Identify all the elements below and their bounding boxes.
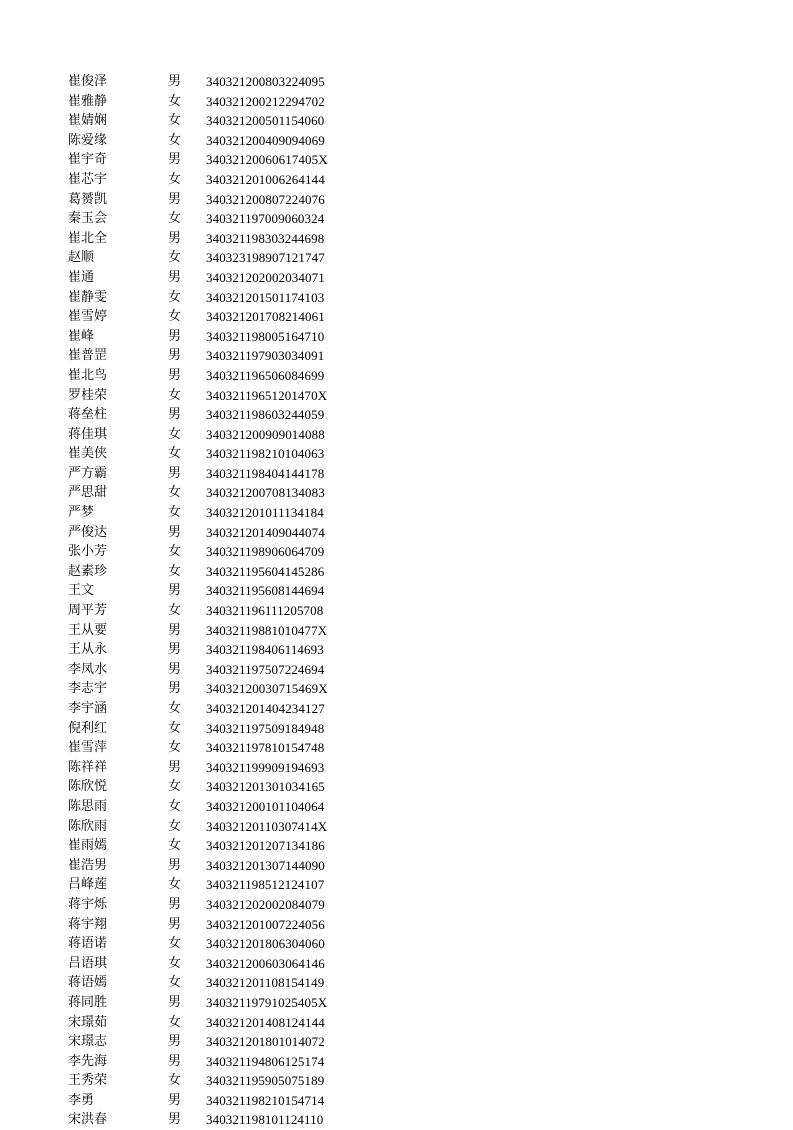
table-row [68,660,368,680]
person-gender: 男 [168,328,182,344]
table-row [68,268,368,288]
person-gender: 女 [168,838,182,854]
table-row [68,856,368,876]
table-row [68,562,368,582]
person-id-number: 340321202002084079 [206,896,325,912]
person-gender: 女 [168,93,182,109]
person-id-number: 340321200807224076 [206,191,325,207]
person-id-number: 340321198303244698 [206,230,325,246]
person-name: 严梦 [68,505,95,521]
person-name: 严方霸 [68,465,108,481]
person-gender: 女 [168,603,182,619]
person-name: 崔芯宇 [68,171,108,187]
table-row [68,836,368,856]
person-gender: 女 [168,1014,182,1030]
person-id-number: 340321201307144090 [206,857,325,873]
person-name: 崔普罡 [68,348,108,364]
table-row [68,170,368,190]
table-row [68,366,368,386]
person-name: 蒋同胜 [68,994,108,1010]
person-gender: 男 [168,857,182,873]
table-row [68,503,368,523]
person-gender: 男 [168,681,182,697]
person-gender: 男 [168,1092,182,1108]
person-name: 蒋佳琪 [68,426,108,442]
person-id-number: 340321201501174103 [206,289,325,305]
person-id-number: 340321197009060324 [206,211,325,227]
person-name: 严俊达 [68,524,108,540]
person-id-number: 340321198210154714 [206,1092,325,1108]
table-row [68,1013,368,1033]
person-id-number: 340321201108154149 [206,975,325,991]
person-id-number: 34032120030715469X [206,681,328,697]
table-row [68,777,368,797]
person-name: 陈思雨 [68,798,108,814]
person-gender: 男 [168,74,182,89]
person-gender: 女 [168,132,182,148]
table-row [68,1091,368,1111]
person-id-number: 340321200708134083 [206,485,325,501]
table-row [68,875,368,895]
table-row [68,719,368,739]
table-row [68,542,368,562]
person-id-number: 340321196506084699 [206,367,325,383]
person-name: 蒋语嫣 [68,975,108,991]
person-id-number: 340321200212294702 [206,93,325,109]
person-name: 崔北鸟 [68,367,108,383]
person-id-number: 34032119651201470X [206,387,328,403]
person-name: 赵顺 [68,250,95,266]
person-id-number: 340321201301034165 [206,779,325,795]
person-gender: 女 [168,505,182,521]
table-row [68,973,368,993]
person-name: 蒋垒柱 [68,407,108,423]
person-name: 罗桂荣 [68,387,108,403]
person-gender: 女 [168,955,182,971]
person-name: 崔峰 [68,328,95,344]
person-gender: 女 [168,289,182,305]
person-name: 葛赟凯 [68,191,108,207]
person-id-number: 34032119791025405X [206,994,328,1010]
table-row [68,209,368,229]
person-id-number: 340321200409094069 [206,132,325,148]
table-row [68,895,368,915]
person-id-number: 340321198906064709 [206,544,325,560]
person-gender: 男 [168,269,182,285]
table-row [68,1052,368,1072]
person-gender: 女 [168,250,182,266]
table-row [68,679,368,699]
person-name: 崔婧娴 [68,113,108,129]
person-id-number: 340321201404234127 [206,701,325,716]
person-id-number: 340321198404144178 [206,465,325,481]
person-id-number: 340321197903034091 [206,348,325,364]
person-name: 崔雅静 [68,93,108,109]
person-gender: 女 [168,446,182,462]
person-id-number: 340321200101104064 [206,798,325,814]
person-gender: 男 [168,1053,182,1069]
table-row [68,1110,368,1130]
table-row [68,346,368,366]
person-id-number: 340321201806304060 [206,936,325,952]
person-gender: 男 [168,191,182,207]
person-id-number: 340323198907121747 [206,250,325,266]
person-id-number: 340321197507224694 [206,661,325,677]
person-gender: 男 [168,348,182,364]
person-name: 宋璟茹 [68,1014,108,1030]
person-gender: 男 [168,1034,182,1050]
person-gender: 男 [168,1112,182,1128]
person-gender: 女 [168,113,182,129]
person-id-number: 340321198603244059 [206,407,325,423]
person-id-number: 34032120110307414X [206,818,328,834]
person-id-number: 340321200803224095 [206,74,325,89]
person-id-number: 340321198406114693 [206,642,324,658]
table-row [68,464,368,484]
person-id-number: 340321202002034071 [206,269,325,285]
person-name: 崔静雯 [68,289,108,305]
person-name: 倪利红 [68,720,108,736]
person-id-number: 34032120060617405X [206,152,328,168]
person-gender: 男 [168,230,182,246]
table-row [68,307,368,327]
person-name: 崔浩男 [68,857,108,873]
person-name: 崔雨嫣 [68,838,108,854]
person-id-number: 340321201011134184 [206,505,324,521]
table-row [68,817,368,837]
person-id-number: 340321195905075189 [206,1073,325,1089]
table-row [68,601,368,621]
person-name: 蒋语诺 [68,936,108,952]
person-id-number: 340321194806125174 [206,1053,325,1069]
person-gender: 女 [168,779,182,795]
table-row [68,483,368,503]
person-gender: 女 [168,936,182,952]
person-name: 崔北全 [68,230,108,246]
person-name: 陈爱缘 [68,132,108,148]
person-id-number: 340321198101124110 [206,1112,324,1128]
person-id-number: 340321201207134186 [206,838,325,854]
person-name: 李志宇 [68,681,108,697]
table-row [68,111,368,131]
person-gender: 男 [168,524,182,540]
table-row [68,131,368,151]
person-name: 李宇涵 [68,701,108,716]
person-name: 宋璟志 [68,1034,108,1050]
person-id-number: 340321201708214061 [206,309,325,325]
person-name: 崔雪婷 [68,309,108,325]
person-name: 周平芳 [68,603,108,619]
table-row [68,758,368,778]
person-id-number: 340321195604145286 [206,563,325,579]
person-gender: 女 [168,720,182,736]
table-row [68,797,368,817]
person-gender: 男 [168,642,182,658]
person-name: 赵素珍 [68,563,108,579]
table-row [68,327,368,347]
person-id-number: 340321196111205708 [206,603,324,619]
person-name: 吕语琪 [68,955,108,971]
person-gender: 男 [168,994,182,1010]
person-gender: 男 [168,759,182,775]
person-gender: 女 [168,563,182,579]
table-row [68,1071,368,1091]
table-row [68,190,368,210]
table-row [68,738,368,758]
person-id-number: 340321200501154060 [206,113,325,129]
person-id-number: 340321199909194693 [206,759,325,775]
person-name: 王从永 [68,642,108,658]
person-name: 陈欣悦 [68,779,108,795]
table-row [68,72,368,92]
table-row [68,993,368,1013]
table-row [68,581,368,601]
person-name: 王文 [68,583,95,599]
table-row [68,640,368,660]
table-row [68,150,368,170]
person-id-number: 340321200603064146 [206,955,325,971]
person-id-number: 340321200909014088 [206,426,325,442]
person-name: 宋洪春 [68,1112,108,1128]
person-gender: 男 [168,896,182,912]
table-row [68,92,368,112]
person-id-number: 340321197810154748 [206,740,325,756]
person-name: 李先海 [68,1053,108,1069]
person-name: 李勇 [68,1092,95,1108]
person-name: 张小芳 [68,544,108,560]
table-row [68,444,368,464]
person-name: 蒋宇烁 [68,896,108,912]
table-row [68,915,368,935]
table-row [68,229,368,249]
table-row [68,248,368,268]
person-gender: 女 [168,740,182,756]
table-row [68,1032,368,1052]
person-gender: 女 [168,975,182,991]
person-gender: 男 [168,152,182,168]
person-id-number: 340321197509184948 [206,720,325,736]
person-id-number: 34032119881010477X [206,622,328,638]
person-name: 崔雪萍 [68,740,108,756]
table-row [68,621,368,641]
person-id-number: 340321198210104063 [206,446,325,462]
person-gender: 女 [168,701,182,716]
person-name: 崔美侠 [68,446,108,462]
person-gender: 男 [168,367,182,383]
table-row [68,954,368,974]
person-gender: 男 [168,465,182,481]
person-id-number: 340321201007224056 [206,916,325,932]
table-row [68,386,368,406]
person-name: 陈欣雨 [68,818,108,834]
person-id-number: 340321201006264144 [206,171,325,187]
person-gender: 女 [168,211,182,227]
person-name: 崔通 [68,269,95,285]
person-name: 王秀荣 [68,1073,108,1089]
person-gender: 女 [168,485,182,501]
person-name: 吕峰莲 [68,877,108,893]
person-name: 蒋宇翔 [68,916,108,932]
table-row [68,288,368,308]
person-gender: 女 [168,171,182,187]
person-gender: 女 [168,309,182,325]
person-name: 陈祥祥 [68,759,108,775]
person-gender: 女 [168,877,182,893]
person-name: 王从要 [68,622,108,638]
person-gender: 女 [168,798,182,814]
person-name: 秦玉会 [68,211,108,227]
person-id-number: 340321198005164710 [206,328,325,344]
roster-table [68,72,368,1130]
table-row [68,405,368,425]
person-id-number: 340321201801014072 [206,1034,325,1050]
person-name: 严思甜 [68,485,108,501]
person-gender: 女 [168,1073,182,1089]
table-row [68,934,368,954]
person-gender: 男 [168,661,182,677]
person-gender: 女 [168,818,182,834]
person-name: 崔宇奇 [68,152,108,168]
person-id-number: 340321195608144694 [206,583,325,599]
person-gender: 女 [168,387,182,403]
table-row [68,523,368,543]
person-gender: 男 [168,583,182,599]
person-gender: 女 [168,544,182,560]
person-gender: 男 [168,407,182,423]
table-row [68,425,368,445]
person-gender: 男 [168,916,182,932]
person-name: 李凤水 [68,661,108,677]
person-id-number: 340321198512124107 [206,877,325,893]
person-id-number: 340321201408124144 [206,1014,325,1030]
person-gender: 男 [168,622,182,638]
table-row [68,699,368,719]
person-gender: 女 [168,426,182,442]
person-id-number: 340321201409044074 [206,524,325,540]
person-name: 崔俊泽 [68,74,108,89]
